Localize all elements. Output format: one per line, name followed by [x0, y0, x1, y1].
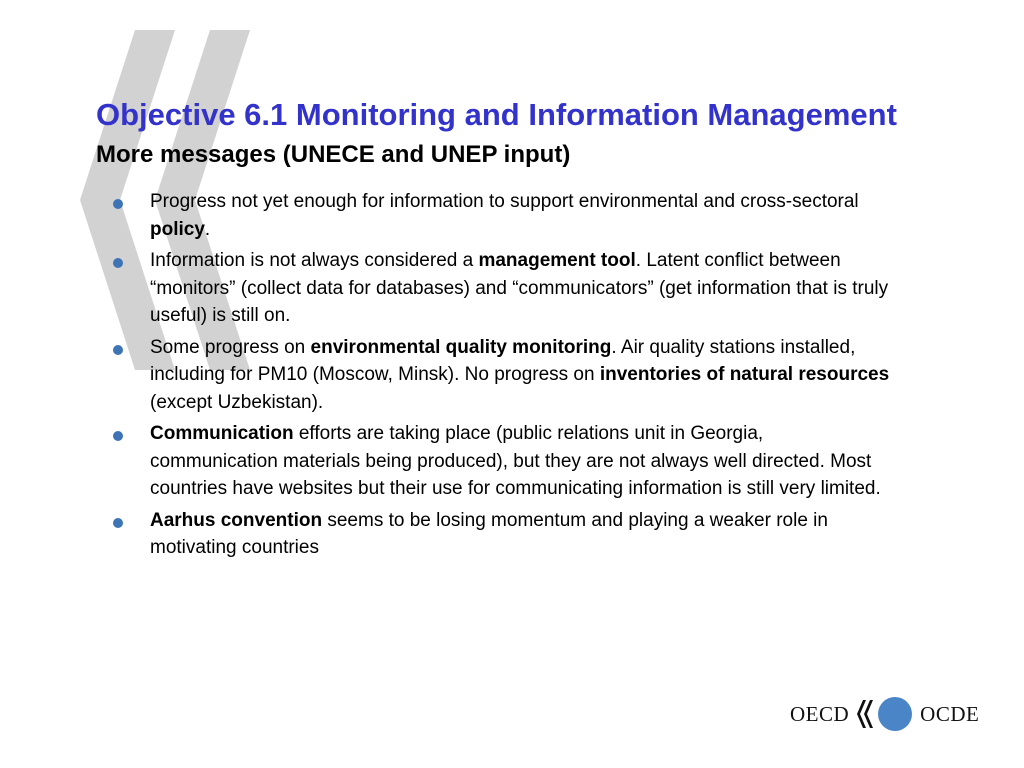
bullet-list [106, 188, 896, 566]
bullet-text: Aarhus convention seems to be losing momentum and playing a weaker role in motivating countries [150, 509, 828, 558]
bullet-item [106, 420, 896, 503]
logo-text-oecd: OECD [790, 701, 850, 726]
logo-quote-icon [855, 699, 875, 729]
bullet-text: Progress not yet enough for information to support environmental and cross-sectoral policy. [150, 191, 859, 240]
bullet-text: Some progress on environmental quality monitoring. Air quality stations installed, including for PM10 (Moscow, Minsk). No progress on inventories of natural resources (except Uzbekistan). [150, 336, 890, 413]
bullet-item [106, 507, 896, 562]
bullet-dot-icon [113, 199, 123, 209]
bullet-item [106, 188, 896, 243]
bullet-item [106, 247, 896, 330]
bullet-text: Communication efforts are taking place (public relations unit in Georgia, communication materials being produced), but they are not always well directed. Most countries have websites but their use for communicating information is still very limited. [150, 423, 881, 499]
bullet-dot-icon [113, 258, 123, 268]
slide-title: Objective 6.1 Monitoring and Information Management [96, 97, 897, 132]
bullet-text: Information is not always considered a management tool. Latent conflict between “monitors” (collect data for databases) and “communicators” (get information that is truly useful) is still on. [150, 250, 889, 326]
oecd-logo [790, 692, 979, 736]
slide-subtitle: More messages (UNECE and UNEP input) [96, 141, 571, 168]
bullet-dot-icon [113, 345, 123, 355]
logo-text-ocde: OCDE [920, 701, 980, 726]
logo-circle-icon [878, 697, 912, 731]
bullet-dot-icon [113, 431, 123, 441]
bullet-item [106, 334, 896, 417]
logo-mark-icon [855, 697, 912, 731]
bullet-dot-icon [113, 518, 123, 528]
